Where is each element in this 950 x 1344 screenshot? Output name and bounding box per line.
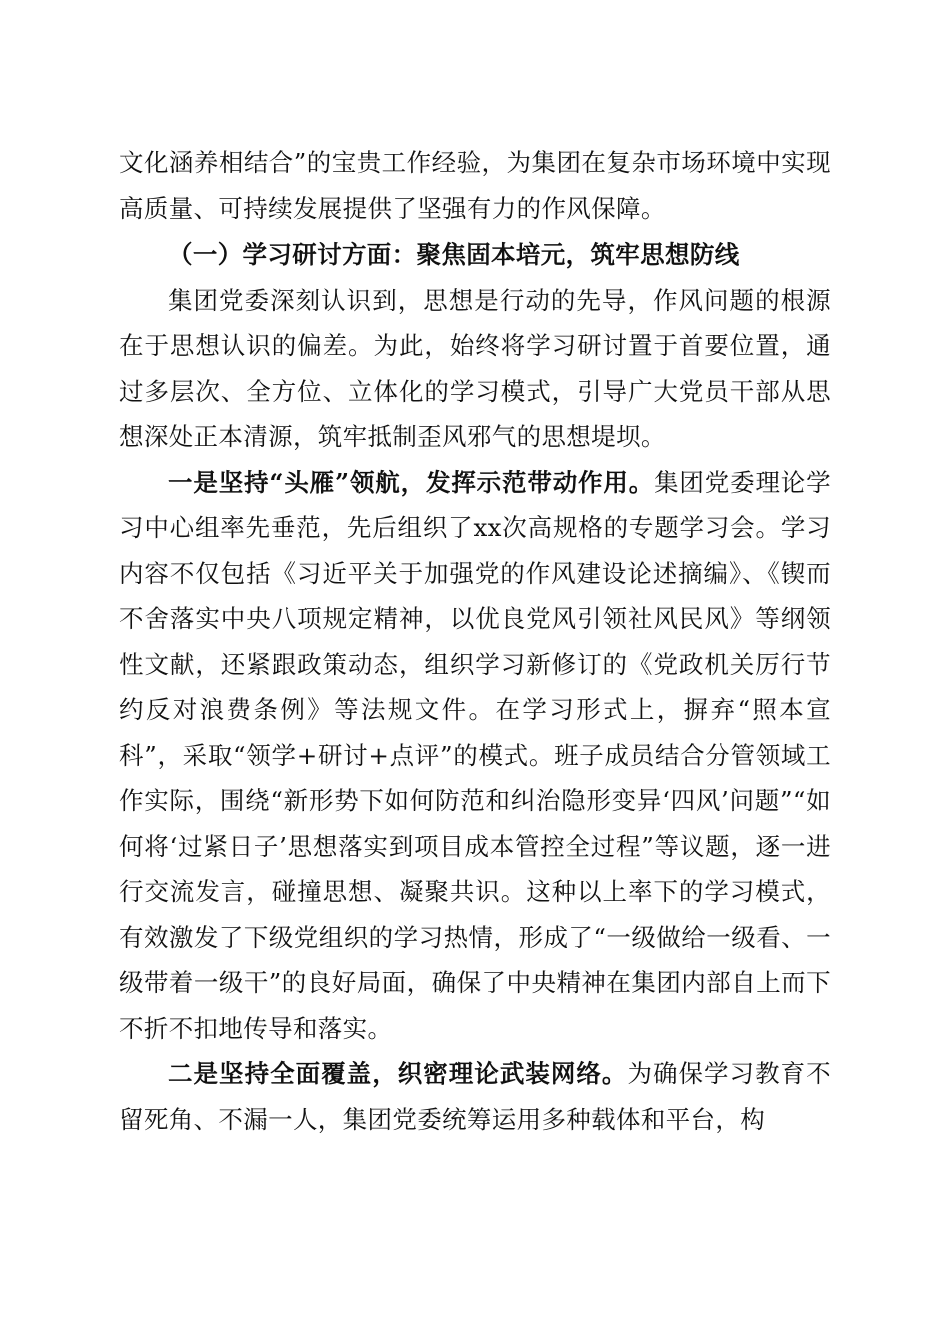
document-body bbox=[119, 140, 831, 1142]
section-heading-text: （一）学习研讨方面：聚焦固本培元，筑牢思想防线 bbox=[168, 240, 740, 269]
paragraph-point-one bbox=[119, 460, 831, 1052]
paragraph-text: 为确保学习教育不留死角、不漏一人，集团党委统筹运用多种载体和平台，构 bbox=[119, 1059, 831, 1134]
paragraph-intro bbox=[119, 278, 831, 460]
paragraph-continuation bbox=[119, 140, 831, 231]
paragraph-text: 文化涵养相结合”的宝贵工作经验，为集团在复杂市场环境中实现高质量、可持续发展提供了坚强有力的作风保障。 bbox=[119, 148, 831, 223]
paragraph-point-two bbox=[119, 1051, 831, 1142]
paragraph-lead: 一是坚持“头雁”领航，发挥示范带动作用。 bbox=[168, 467, 655, 497]
section-heading bbox=[119, 232, 831, 278]
paragraph-text: 集团党委理论学习中心组率先垂范，先后组织了xx次高规格的专题学习会。学习内容不仅包括《习近平关于加强党的作风建设论述摘编》、《锲而不舍落实中央八项规定精神，以优良党风引领社风民风》等纲领性文献，还紧跟政策动态，组织学习新修订的《党政机关厉行节约反对浪费条例》等法规文件。在学习形式上，摒弃“照本宣科”，采取“领学+研讨+点评”的模式。班子成员结合分管领域工作实际，围绕“新形势下如何防范和纠治隐形变异‘四风’问题”“如何将‘过紧日子’思想落实到项目成本管控全过程”等议题，逐一进行交流发言，碰撞思想、凝聚共识。这种以上率下的学习模式，有效激发了下级党组织的学习热情，形成了“一级做给一级看、一级带着一级干”的良好局面，确保了中央精神在集团内部自上而下不折不扣地传导和落实。 bbox=[119, 467, 832, 1043]
paragraph-lead: 二是坚持全面覆盖，织密理论武装网络。 bbox=[168, 1059, 628, 1088]
paragraph-text: 集团党委深刻认识到，思想是行动的先导，作风问题的根源在于思想认识的偏差。为此，始终将学习研讨置于首要位置，通过多层次、全方位、立体化的学习模式，引导广大党员干部从思想深处正本清源，筑牢抵制歪风邪气的思想堤坝。 bbox=[119, 285, 831, 451]
